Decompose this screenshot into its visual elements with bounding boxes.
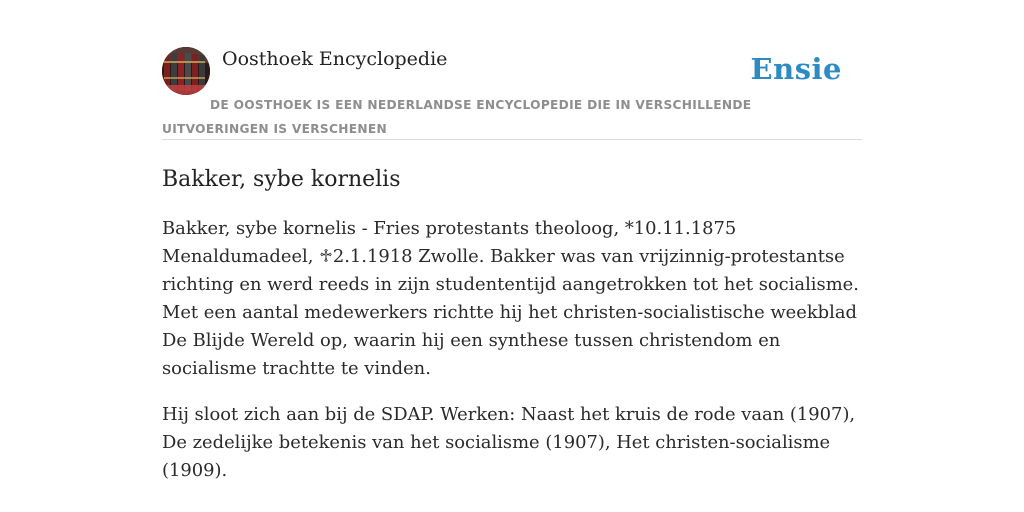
site-name[interactable]: Oosthoek Encyclopedie bbox=[222, 48, 448, 70]
page-title: Bakker, sybe kornelis bbox=[162, 167, 401, 192]
entry-paragraph: Hij sloot zich aan bij de SDAP. Werken: Naast het kruis de rode vaan (1907), De zedelijke betekenis van het socialisme (1907), Het christen-socialisme (1909). bbox=[162, 404, 856, 481]
site-header bbox=[162, 46, 862, 140]
brand-logo[interactable]: Ensie bbox=[750, 52, 842, 86]
encyclopedia-books-icon[interactable] bbox=[162, 47, 210, 95]
entry-paragraph: Bakker, sybe kornelis - Fries protestants theoloog, *10.11.1875 Menaldumadeel, ♱2.1.1918 Zwolle. Bakker was van vrijzinnig-protestantse richting en werd reeds in zijn studententijd aangetrokken tot het socialisme. Met een aantal medewerkers richtte hij het christen-socialistische weekblad De Blijde Wereld op, waarin hij een synthese tussen christendom en socialisme trachtte te vinden. bbox=[162, 218, 859, 379]
entry-card bbox=[162, 46, 862, 485]
site-tagline: DE OOSTHOEK IS EEN NEDERLANDSE ENCYCLOPEDIE DIE IN VERSCHILLENDE UITVOERINGEN IS VERSCHENEN bbox=[162, 98, 752, 136]
